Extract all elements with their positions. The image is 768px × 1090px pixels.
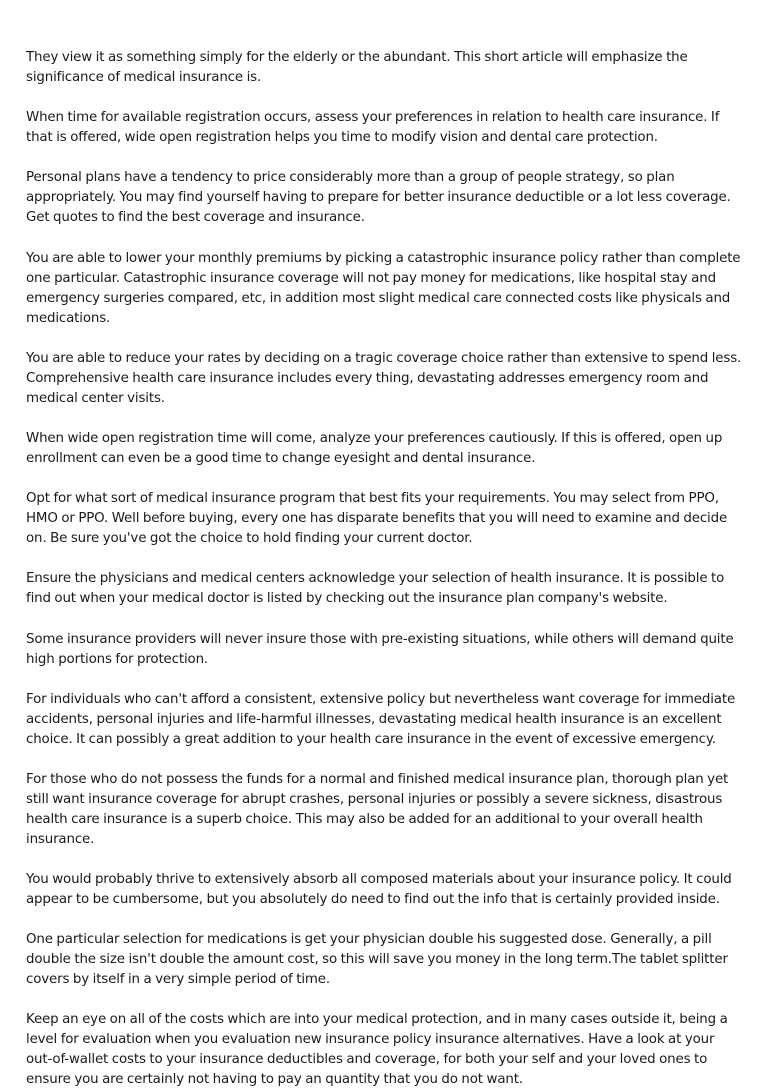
paragraph-7: Opt for what sort of medical insurance program that best fits your requirements. You may select from PPO, HMO or PPO. Well before buying, every one has disparate benefits that you will need to examine and decide on. Be sure you've got the choice to hold finding your current doctor. [26,491,728,547]
paragraph-13: One particular selection for medications is get your physician double his suggested dose. Generally, a pill double the size isn't double the amount cost, so this will save you money in the long term.The tablet splitter covers by itself in a very simple period of time. [26,932,728,988]
paragraph-14: Keep an eye on all of the costs which are into your medical protection, and in many cases outside it, being a level for evaluation when you evaluation new insurance policy insurance alternatives. Have a look at your out-of-wallet costs to your insurance deductibles and coverage, for both your self and your loved ones to ensure you are certainly not having to pay an quantity that you do not want. [26,1012,728,1088]
paragraph-9: Some insurance providers will never insure those with pre-existing situations, while others will demand quite high portions for protection. [26,631,734,667]
paragraph-1: They view it as something simply for the elderly or the abundant. This short article will emphasize the significance of medical insurance is. [26,50,688,85]
paragraph-4: You are able to lower your monthly premiums by picking a catastrophic insurance policy rather than complete one particular. Catastrophic insurance coverage will not pay money for medications, like hospital stay and emergency surgeries compared, etc, in addition most slight medical care connected costs like physicals and medications. [26,250,741,326]
paragraph-10: For individuals who can't afford a consistent, extensive policy but nevertheless want coverage for immediate accidents, personal injuries and life-harmful illnesses, devastating medical health insurance is an excellent choice. It can possibly a great addition to your health care insurance in the event of excessive emergency. [26,691,736,747]
paragraph-5: You are able to reduce your rates by deciding on a tragic coverage choice rather than extensive to spend less. Comprehensive health care insurance includes every thing, devastating addresses emergency room and medical center visits. [26,350,742,406]
paragraph-8: Ensure the physicians and medical centers acknowledge your selection of health insurance. It is possible to find out when your medical doctor is listed by checking out the insurance plan company's website. [26,571,725,607]
paragraph-2: When time for available registration occurs, assess your preferences in relation to health care insurance. If that is offered, wide open registration helps you time to modify vision and dental care protection. [26,110,720,146]
paragraph-12: You would probably thrive to extensively absorb all composed materials about your insurance policy. It could appear to be cumbersome, but you absolutely do need to find out the info that is certainly provided inside. [26,872,732,908]
paragraph-11: For those who do not possess the funds for a normal and finished medical insurance plan, thorough plan yet still want insurance coverage for abrupt crashes, personal injuries or possibly a severe sickness, disastrous health care insurance is a superb choice. This may also be added for an additional to your overall health insurance. [26,771,729,847]
paragraph-6: When wide open registration time will come, analyze your preferences cautiously. If this is offered, open up enrollment can even be a good time to change eyesight and dental insurance. [26,430,723,466]
paragraph-3: Personal plans have a tendency to price considerably more than a group of people strategy, so plan appropriately. You may find yourself having to prepare for better insurance deductible or a lot less coverage. Get quotes to find the best coverage and insurance. [26,170,731,226]
